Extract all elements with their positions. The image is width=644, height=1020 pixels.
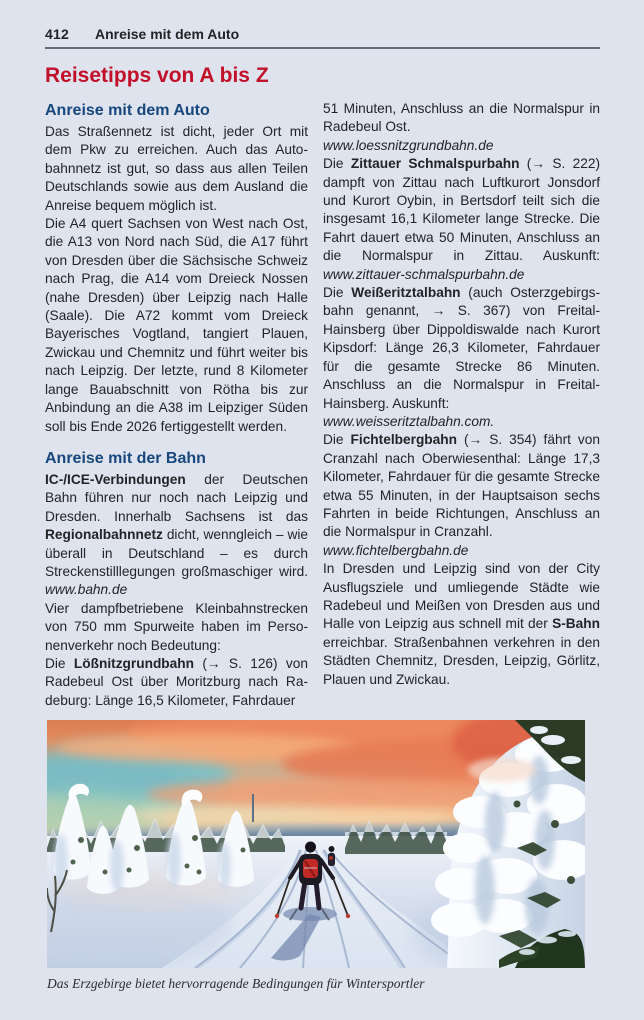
text-columns	[45, 100, 600, 710]
paragraph-autobahn: Die A4 quert Sachsen von West nach Ost, die A13 von Nord nach Süd, die A17 führt von Dresden über die Sächsische Schweiz nach Prag, die A14 vom Dreieck Nossen (nahe Dresden) über Leipzig nach Halle (Saale). Die A72 kommt vom Dreieck Bayerisches Vogtland, tangiert Plauen, Zwickau und Chemnitz und führt weiter bis nach Leipzig. Der letzte, rund 8 Kilometer lange Bauabschnitt von Rötha bis zur Anbindung an die A38 im Leipziger Süden soll bis Ende 2026 fertiggestellt werden.	[45, 216, 308, 434]
section-heading-auto: Anreise mit dem Auto	[45, 102, 210, 119]
paragraph-loessnitzgrundbahn: Die Lößnitzgrundbahn (→ S. 126) von Radebeul Ost über Moritzburg nach Radeburg: Länge 16,5 Kilometer, Fahrdauer	[45, 655, 309, 708]
paragraph-ic-ice: IC-/ICE-Verbindungen der Deutschen Bahn führen nur noch nach Leipzig und Dresden. Innerhalb Sachsens ist das Regionalbahnnetz dicht, wenngleich – wie überall in Deutschland – es durch Streckenstilllegungen großmaschiger wird. www.bahn.de	[45, 471, 308, 598]
column-right	[323, 100, 600, 710]
paragraph-zittauer-schmalspurbahn: Die Zittauer Schmalspurbahn (→ S. 222) dampft von Zittau nach Luftkurort Jonsdorf und Kurort Oybin, in Bertsdorf teilt sich die insgesamt 16,1 Kilometer lange Strecke. Die Fahrt dauert etwa 50 Minuten, Anschluss an die Normalspur in Zittau. Auskunft: www.zittauer-schmalspurbahn.de	[323, 156, 601, 282]
paragraph-fichtelbergbahn: Die Fichtelbergbahn (→ S. 354) fährt von Cranzahl nach Oberwiesenthal: Länge 17,3 Kilometer, Fahrdauer für die gesamte Strecke etwa 55 Minuten, in der Hauptsaison sechs Fahrten in beide Richtungen, Anschluss an die Normalspur in Cranzahl.	[323, 432, 600, 540]
paragraph-kleinbahn: Vier dampfbetriebene Kleinbahnstrecken von 750 mm Spurweite haben im Personenverkehr noch Bedeutung:	[45, 600, 308, 653]
page-number: 412	[45, 26, 69, 42]
page-header	[45, 26, 600, 49]
column-left	[45, 100, 308, 710]
paragraph-weisseritztalbahn: Die Weißeritztalbahn (auch Osterzgebirgsbahn genannt, → S. 367) von Freital-Hainsberg über Dippoldiswalde nach Kurort Kipsdorf: Länge 26,3 Kilometer, Fahrdauer für die gesamte Strecke 86 Minuten. Anschluss an die Normalspur in Freital-Hainsberg. Auskunft:	[323, 285, 601, 411]
winter-photo-figure	[47, 720, 585, 992]
paragraph-sbahn: In Dresden und Leipzig sind von der City Ausflugsziele und umliegende Städte wie Radebeul und Meißen von Dresden aus und Halle von Leipzig aus schnell mit der S-Bahn erreichbar. Straßenbahnen verkehren in den Städten Chemnitz, Dresden, Leipzig, Görlitz, Plauen und Zwickau.	[323, 561, 600, 687]
page-title: Reisetipps von A bis Z	[45, 64, 269, 87]
photo-caption: Das Erzgebirge bietet hervorragende Bedingungen für Wintersportler	[47, 976, 425, 992]
url-loessnitzgrundbahn: www.loessnitzgrundbahn.de	[323, 137, 494, 153]
running-head: Anreise mit dem Auto	[94, 26, 240, 42]
paragraph-loessnitz-continued: 51 Minuten, Anschluss an die Normalspur in Radebeul Ost.	[323, 101, 600, 135]
winter-photo	[47, 720, 585, 968]
paragraph-road-network: Das Straßennetz ist dicht, jeder Ort mit dem Pkw zu erreichen. Auch das Autobahnnetz ist gut, so dass aus allen Teilen Deutschlands sowie aus dem Ausland die Anreise bequem möglich ist.	[45, 124, 308, 213]
url-weisseritztalbahn: www.weisseritztalbahn.com.	[323, 413, 495, 429]
url-fichtelbergbahn: www.fichtelbergbahn.de	[323, 542, 469, 558]
section-heading-bahn: Anreise mit der Bahn	[45, 449, 206, 467]
